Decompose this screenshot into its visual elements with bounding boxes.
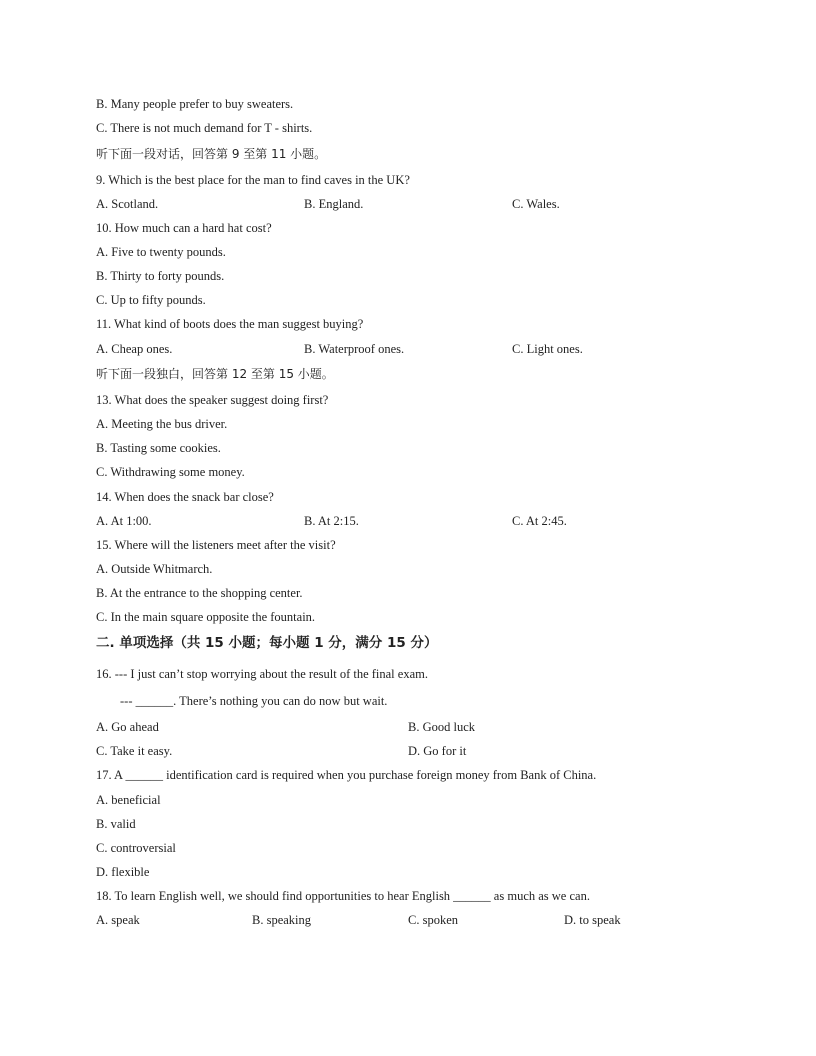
q17-option-c: C. controversial <box>96 841 176 855</box>
section-title: 二. 单项选择（共 15 小题；每小题 1 分，满分 15 分） <box>96 635 438 651</box>
q13-stem: 13. What does the speaker suggest doing first? <box>96 393 329 407</box>
q9-option-a: A. Scotland. <box>96 197 159 211</box>
q9-stem: 9. Which is the best place for the man to find caves in the UK? <box>96 173 410 187</box>
q11-stem: 11. What kind of boots does the man suggest buying? <box>96 317 364 331</box>
q14-option-c: C. At 2:45. <box>512 514 567 528</box>
q16-option-d: D. Go for it <box>408 744 467 758</box>
q14-stem: 14. When does the snack bar close? <box>96 490 274 504</box>
q18-option-b: B. speaking <box>252 913 312 927</box>
q13-option-c: C. Withdrawing some money. <box>96 465 245 479</box>
monologue-instruction: 听下面一段独白，回答第 12 至第 15 小题。 <box>96 367 334 381</box>
q10-option-a: A. Five to twenty pounds. <box>96 245 226 259</box>
q14-option-a: A. At 1:00. <box>96 514 152 528</box>
q11-option-c: C. Light ones. <box>512 342 583 356</box>
q11-option-a: A. Cheap ones. <box>96 342 173 356</box>
q13-option-a: A. Meeting the bus driver. <box>96 417 228 431</box>
q16-option-b: B. Good luck <box>408 720 476 734</box>
q15-option-c: C. In the main square opposite the fountain. <box>96 610 316 624</box>
q10-option-c: C. Up to fifty pounds. <box>96 293 206 307</box>
q15-stem: 15. Where will the listeners meet after the visit? <box>96 538 336 552</box>
q18-option-c: C. spoken <box>408 913 458 927</box>
q17-option-d: D. flexible <box>96 865 150 879</box>
q8-option-c: C. There is not much demand for T - shirts. <box>96 121 313 135</box>
q9-option-b: B. England. <box>304 197 364 211</box>
q16-option-c: C. Take it easy. <box>96 744 173 758</box>
q16-stem-reply: --- ______. There’s nothing you can do now but wait. <box>120 694 388 708</box>
dialog-instruction: 听下面一段对话，回答第 9 至第 11 小题。 <box>96 147 327 161</box>
q18-stem: 18. To learn English well, we should find opportunities to hear English ______ as much as we can. <box>96 889 590 903</box>
q13-option-b: B. Tasting some cookies. <box>96 441 221 455</box>
q11-option-b: B. Waterproof ones. <box>304 342 405 356</box>
q15-option-a: A. Outside Whitmarch. <box>96 562 213 576</box>
q18-option-d: D. to speak <box>564 913 621 927</box>
q16-stem: 16. --- I just can’t stop worrying about the result of the final exam. <box>96 667 428 681</box>
q17-stem: 17. A ______ identification card is required when you purchase foreign money from Bank of China. <box>96 768 597 782</box>
q17-option-a: A. beneficial <box>96 793 161 807</box>
q10-option-b: B. Thirty to forty pounds. <box>96 269 225 283</box>
q10-stem: 10. How much can a hard hat cost? <box>96 221 272 235</box>
q8-option-b: B. Many people prefer to buy sweaters. <box>96 97 294 111</box>
q14-option-b: B. At 2:15. <box>304 514 359 528</box>
q15-option-b: B. At the entrance to the shopping center. <box>96 586 303 600</box>
q9-option-c: C. Wales. <box>512 197 560 211</box>
q18-option-a: A. speak <box>96 913 140 927</box>
q16-option-a: A. Go ahead <box>96 720 159 734</box>
q17-option-b: B. valid <box>96 817 136 831</box>
